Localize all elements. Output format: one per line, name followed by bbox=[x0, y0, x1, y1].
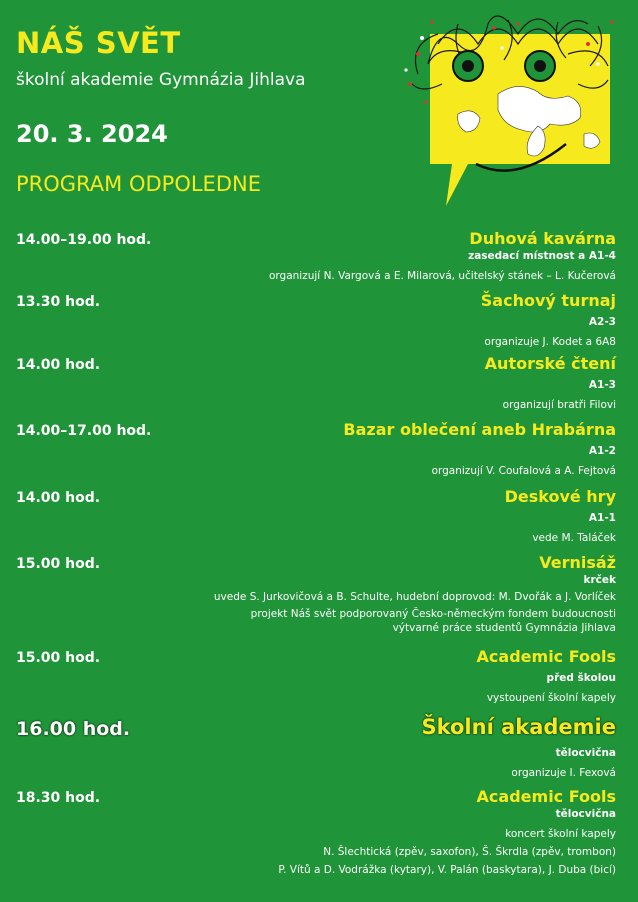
event-place: A2-3 bbox=[588, 316, 616, 328]
event-title: Duhová kavárna bbox=[469, 229, 616, 248]
event-details bbox=[421, 714, 616, 780]
event-place: tělocvična bbox=[555, 808, 616, 820]
event-details bbox=[481, 291, 616, 349]
event-place: před školou bbox=[546, 672, 616, 684]
event-title: Autorské čtení bbox=[484, 354, 616, 373]
event-details bbox=[269, 229, 616, 283]
world-map-face-logo bbox=[398, 14, 620, 210]
event-title: Academic Fools bbox=[476, 787, 616, 806]
event-note: organizují N. Vargová a E. Milarová, učitelský stánek – L. Kučerová bbox=[269, 270, 616, 282]
event-title: Vernisáž bbox=[539, 553, 616, 572]
event-time: 16.00 hod. bbox=[16, 718, 131, 740]
event-place: krček bbox=[583, 574, 616, 586]
event-details bbox=[505, 487, 616, 545]
event-note: P. Vítů a D. Vodrážka (kytary), V. Palán (baskytara), J. Duba (bicí) bbox=[278, 864, 616, 876]
event-title: Academic Fools bbox=[476, 647, 616, 666]
event-note: organizují V. Coufalová a A. Fejtová bbox=[431, 465, 616, 477]
event-title: Šachový turnaj bbox=[480, 291, 616, 310]
event-details bbox=[343, 420, 616, 478]
event-place: A1-3 bbox=[588, 379, 616, 391]
event-note: organizuje I. Fexová bbox=[511, 767, 616, 779]
left-pupil bbox=[462, 60, 474, 72]
event-details bbox=[485, 354, 616, 412]
page-title: NÁŠ SVĚT bbox=[16, 26, 181, 60]
event-title: Bazar oblečení aneb Hrabárna bbox=[343, 420, 616, 439]
event-date: 20. 3. 2024 bbox=[16, 120, 168, 148]
event-place: A1-1 bbox=[588, 512, 616, 524]
event-title: Deskové hry bbox=[504, 487, 616, 506]
event-place: zasedací místnost a A1-4 bbox=[468, 250, 616, 262]
event-title: Školní akademie bbox=[421, 715, 616, 739]
event-note: koncert školní kapely bbox=[505, 828, 616, 840]
event-time: 14.00 hod. bbox=[16, 357, 101, 373]
page-subtitle: školní akademie Gymnázia Jihlava bbox=[16, 70, 306, 90]
event-time: 15.00 hod. bbox=[16, 556, 101, 572]
event-time: 14.00–19.00 hod. bbox=[16, 232, 152, 248]
right-pupil bbox=[534, 60, 546, 72]
event-details bbox=[477, 647, 616, 705]
event-time: 13.30 hod. bbox=[16, 294, 101, 310]
event-time: 15.00 hod. bbox=[16, 650, 101, 666]
event-note: uvede S. Jurkovičová a B. Schulte, hudební doprovod: M. Dvořák a J. Vorlíček bbox=[213, 591, 616, 603]
event-note: N. Šlechtická (zpěv, saxofon), Š. Škrdla (zpěv, trombon) bbox=[323, 846, 616, 858]
event-note: organizují bratři Filovi bbox=[502, 399, 616, 411]
event-note: vede M. Taláček bbox=[532, 532, 616, 544]
event-place: tělocvična bbox=[555, 747, 616, 759]
event-details bbox=[278, 787, 616, 877]
event-note: projekt Náš svět podporovaný Česko-německým fondem budoucnosti bbox=[250, 608, 616, 620]
program-heading: PROGRAM ODPOLEDNE bbox=[16, 172, 261, 196]
event-time: 14.00–17.00 hod. bbox=[16, 423, 152, 439]
event-time: 18.30 hod. bbox=[16, 790, 101, 806]
event-place: A1-2 bbox=[588, 445, 616, 457]
event-time: 14.00 hod. bbox=[16, 490, 101, 506]
event-details bbox=[214, 553, 616, 635]
event-note: organizuje J. Kodet a 6A8 bbox=[484, 336, 616, 348]
event-note: vystoupení školní kapely bbox=[486, 692, 616, 704]
event-note: výtvarné práce studentů Gymnázia Jihlava bbox=[392, 622, 616, 634]
